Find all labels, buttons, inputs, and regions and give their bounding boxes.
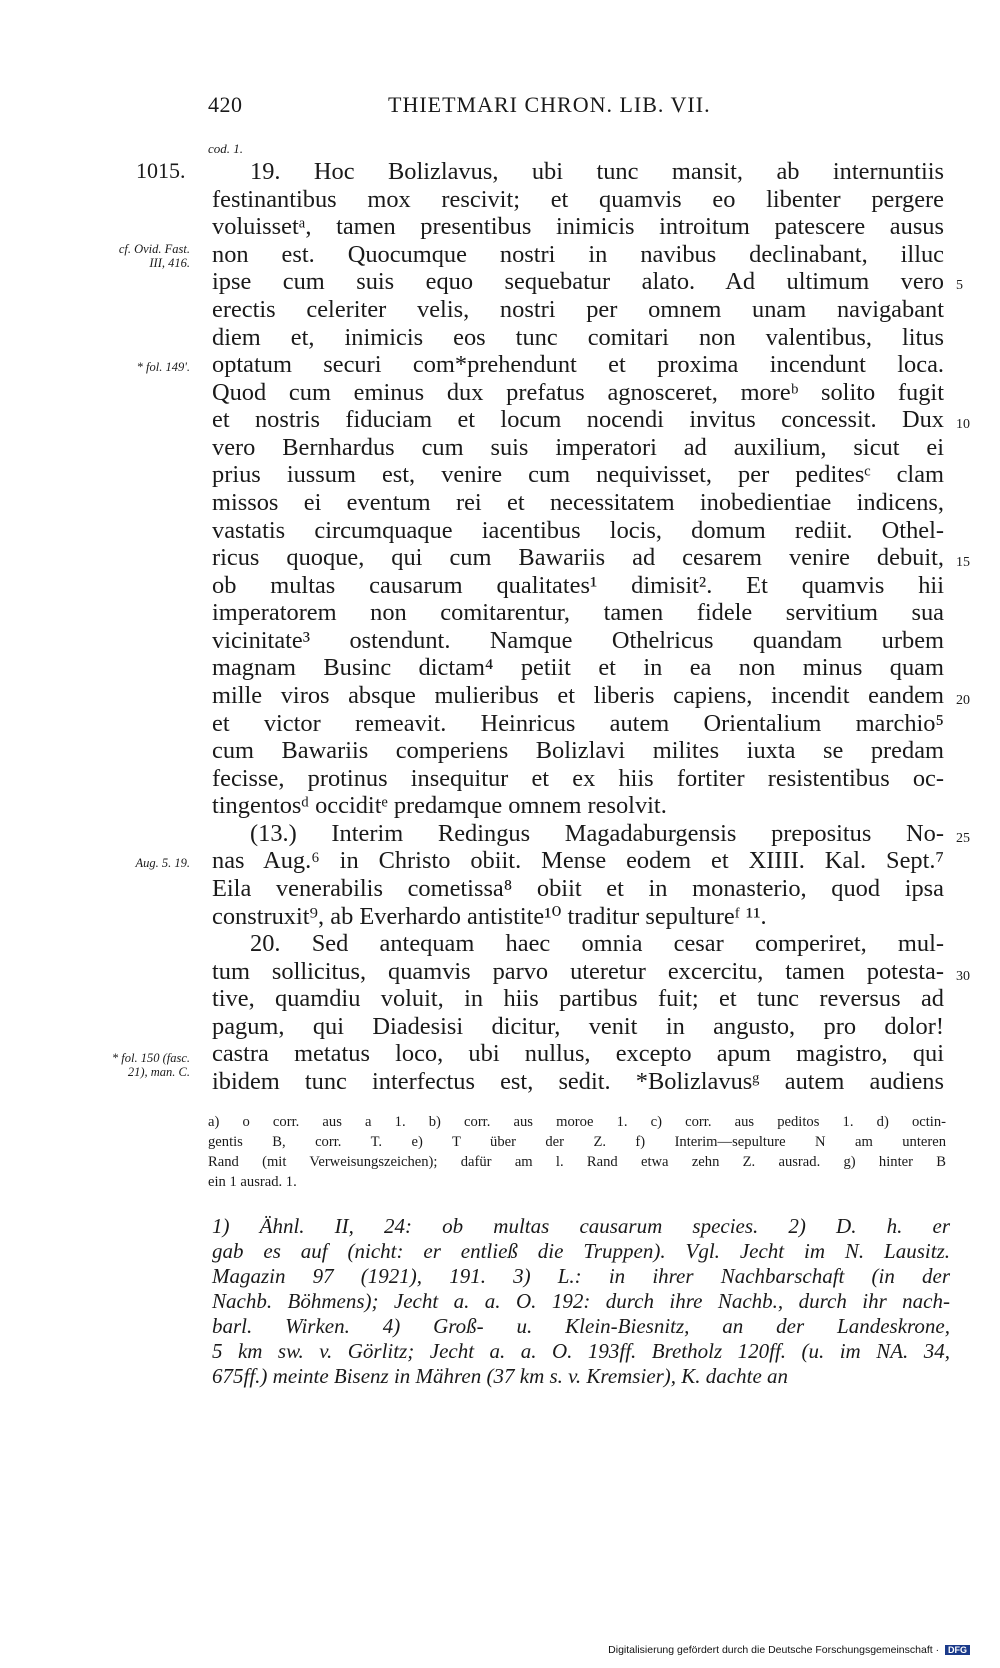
body-line: voluissetᵃ, tamen presentibus inimicis introitum patescere ausus [212,213,944,240]
body-line: erectis celeriter velis, nostri per omnem unam navigabant [212,296,944,323]
body-line: optatum securi com*prehendunt et proxima incendunt loca. [212,351,944,378]
body-line: Quod cum eminus dux prefatus agnosceret, moreᵇ solito fugit [212,379,944,406]
body-line: tingentosᵈ occiditᵉ predamque omnem resolvit. [212,792,667,819]
body-line: Eila venerabilis cometissa⁸ obiit et in monasterio, quod ipsa [212,875,944,902]
dfg-logo: DFG [945,1645,970,1655]
body-line: et nostris fiduciam et locum nocendi invitus concessit. Dux [212,406,944,433]
body-line: festinantibus mox rescivit; et quamvis eo libenter pergere [212,186,944,213]
margin-note-aug: Aug. 5. 19. [135,856,190,870]
critical-note-line: gentis B, corr. T. e) T über der Z. f) Interim—sepulture N am unteren [208,1134,946,1150]
critical-note-line: a) o corr. aus a 1. b) corr. aus moroe 1. c) corr. aus peditos 1. d) octin- [208,1114,946,1130]
footnote-line: barl. Wirken. 4) Groß- u. Klein-Biesnitz, an der Landeskrone, [212,1314,950,1338]
margin-note-fol149: * fol. 149'. [136,360,190,374]
year-label: 1015. [136,158,186,183]
body-line: ricus quoque, qui cum Bawariis ad cesarem venire debuit, [212,544,944,571]
footnote-line: gab es auf (nicht: er entließ die Truppen). Vgl. Jecht im N. Lausitz. [212,1239,950,1263]
body-line: ipse cum suis equo sequebatur alato. Ad ultimum vero [212,268,944,295]
line-number: 30 [956,969,970,984]
body-line: (13.) Interim Redingus Magadaburgensis prepositus No- [250,820,944,847]
critical-note-line: Rand (mit Verweisungszeichen); dafür am l. Rand etwa zehn Z. ausrad. g) hinter B [208,1154,946,1170]
body-line: vicinitate³ ostendunt. Namque Othelricus quandam urbem [212,627,944,654]
margin-note-ovid: cf. Ovid. Fast. III, 416. [118,242,190,270]
body-line: tive, quamdiu voluit, in hiis partibus fuit; et tunc reversus ad [212,985,944,1012]
line-number: 25 [956,831,970,846]
body-line: diem et, inimicis eos tunc comitari non valentibus, litus [212,324,944,351]
footnote-line: 1) Ähnl. II, 24: ob multas causarum species. 2) D. h. er [212,1214,950,1238]
body-line: fecisse, protinus insequitur et ex hiis fortiter resistentibus oc- [212,765,944,792]
margin-note-fol150: * fol. 150 (fasc. 21), man. C. [111,1051,190,1079]
body-line: nas Aug.⁶ in Christo obiit. Mense eodem et XIIII. Kal. Sept.⁷ [212,847,944,874]
body-line: vastatis circumquaque iacentibus locis, domum rediit. Othel- [212,517,944,544]
body-line: 20. Sed antequam haec omnia cesar comperiret, mul- [250,930,944,957]
footnote-line: Magazin 97 (1921), 191. 3) L.: in ihrer Nachbarschaft (in der [212,1264,950,1288]
cod-label: cod. 1. [208,141,244,156]
digitization-note: Digitalisierung gefördert durch die Deutsche Forschungsgemeinschaft · [608,1644,940,1656]
digitization-credit [608,1644,970,1656]
line-number: 10 [956,417,970,432]
body-line: ibidem tunc interfectus est, sedit. *Bolizlavusᵍ autem audiens [212,1068,944,1095]
line-number: 5 [956,278,963,293]
body-line: 19. Hoc Bolizlavus, ubi tunc mansit, ab internuntiis [250,158,944,185]
body-line: et victor remeavit. Heinricus autem Orientalium marchio⁵ [212,710,944,737]
body-line: magnam Businc dictam⁴ petiit et in ea non minus quam [212,654,944,681]
body-line: mille viros absque mulieribus et liberis capiens, incendit eandem [212,682,944,709]
body-line: construxit⁹, ab Everhardo antistite¹⁰ traditur sepultureᶠ ¹¹. [212,903,767,930]
body-line: tum sollicitus, quamvis parvo uteretur excercitu, tamen potesta- [212,958,944,985]
body-line: castra metatus loco, ubi nullus, excepto apum magistro, qui [212,1040,944,1067]
footnote-line: 5 km sw. v. Görlitz; Jecht a. a. O. 193ff. Bretholz 120ff. (u. im NA. 34, [212,1339,950,1363]
body-line: non est. Quocumque nostri in navibus declinabant, illuc [212,241,944,268]
body-line: missos ei eventum rei et necessitatem inobedientiae indicens, [212,489,944,516]
body-line: cum Bawariis comperiens Bolizlavi milites iuxta se predam [212,737,944,764]
line-number: 20 [956,693,970,708]
page-number: 420 [208,92,243,117]
body-line: vero Bernhardus cum suis imperatori ad auxilium, sicut ei [212,434,944,461]
critical-note-line: ein 1 ausrad. 1. [208,1174,297,1190]
body-line: prius iussum est, venire cum nequivisset, per peditesᶜ clam [212,461,944,488]
body-line: pagum, qui Diadesisi dicitur, venit in angusto, pro dolor! [212,1013,944,1040]
body-line: ob multas causarum qualitates¹ dimisit². Et quamvis hii [212,572,944,599]
footnote-line: Nachb. Böhmens); Jecht a. a. O. 192: durch ihre Nachb., durch ihr nach- [212,1289,950,1313]
running-title: THIETMARI CHRON. LIB. VII. [388,92,711,117]
line-number: 15 [956,555,970,570]
footnote-line: 675ff.) meinte Bisenz in Mähren (37 km s. v. Kremsier), K. dachte an [212,1364,789,1388]
body-line: imperatorem non comitarentur, tamen fidele servitium sua [212,599,944,626]
